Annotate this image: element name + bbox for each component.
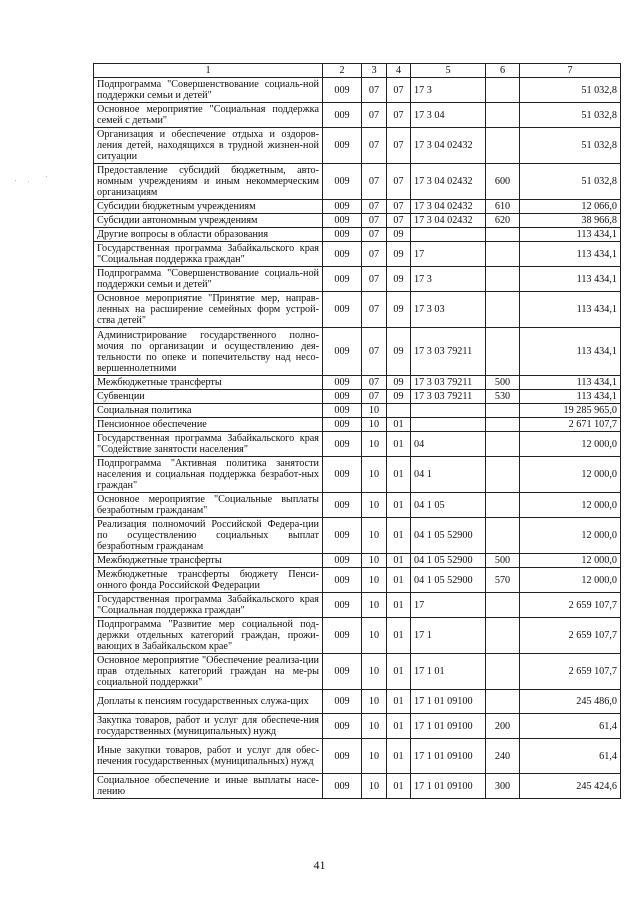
table-row: [94, 418, 621, 432]
cell-rz: 07: [362, 214, 387, 228]
cell-csr: 17 3: [411, 267, 486, 292]
cell-csr: 04 1 05 52900: [411, 554, 486, 568]
cell-vr: [486, 242, 520, 267]
cell-rz: 07: [362, 164, 387, 200]
cell-sum: 61,4: [520, 714, 621, 739]
cell-csr: 17 3 04 02432: [411, 200, 486, 214]
cell-csr: 17 1: [411, 618, 486, 654]
table-row: [94, 714, 621, 739]
cell-vr: 600: [486, 164, 520, 200]
cell-sum: 2 659 107,7: [520, 593, 621, 618]
cell-ved: 009: [323, 228, 362, 242]
budget-table: [93, 63, 621, 799]
cell-csr: 04: [411, 432, 486, 457]
cell-vr: [486, 103, 520, 128]
cell-pr: 01: [387, 568, 411, 593]
cell-sum: 113 434,1: [520, 328, 621, 376]
cell-rz: 07: [362, 390, 387, 404]
cell-ved: 009: [323, 390, 362, 404]
cell-ved: 009: [323, 739, 362, 774]
cell-pr: 07: [387, 78, 411, 103]
cell-vr: 570: [486, 568, 520, 593]
cell-name: Основное мероприятие "Социальные выплаты безработным гражданам": [94, 493, 323, 518]
table-row: [94, 568, 621, 593]
cell-name: Предоставление субсидий бюджетным, авто-номным учреждениям и иным некоммерческим организациям: [94, 164, 323, 200]
scan-speck: [46, 176, 47, 177]
cell-csr: 17 1 01 09100: [411, 739, 486, 774]
cell-pr: 01: [387, 690, 411, 714]
cell-csr: 17 3 04 02432: [411, 214, 486, 228]
cell-csr: 17 3 03: [411, 292, 486, 328]
cell-sum: 12 000,0: [520, 554, 621, 568]
cell-ved: 009: [323, 432, 362, 457]
cell-name: Основное мероприятие "Социальная поддержка семей с детьми": [94, 103, 323, 128]
page-number: 41: [313, 858, 326, 872]
cell-pr: 07: [387, 103, 411, 128]
cell-csr: 17: [411, 593, 486, 618]
table-row: [94, 242, 621, 267]
cell-csr: 17 3 04 02432: [411, 164, 486, 200]
table-row: [94, 228, 621, 242]
cell-rz: 07: [362, 267, 387, 292]
cell-name: Подпрограмма "Развитие мер социальной под-держки отдельных категорий граждан, прожи-вающих в Забайкальском крае": [94, 618, 323, 654]
cell-csr: 17 3 04 02432: [411, 128, 486, 164]
cell-vr: 530: [486, 390, 520, 404]
cell-name: Социальное обеспечение и иные выплаты насе-лению: [94, 774, 323, 799]
table-row: [94, 328, 621, 376]
cell-csr: [411, 418, 486, 432]
table-row: [94, 404, 621, 418]
cell-pr: 09: [387, 292, 411, 328]
cell-sum: 12 000,0: [520, 518, 621, 554]
cell-ved: 009: [323, 128, 362, 164]
cell-sum: 2 659 107,7: [520, 618, 621, 654]
cell-pr: 01: [387, 714, 411, 739]
cell-rz: 10: [362, 593, 387, 618]
cell-pr: 01: [387, 554, 411, 568]
cell-sum: 245 424,6: [520, 774, 621, 799]
cell-csr: 04 1 05 52900: [411, 568, 486, 593]
cell-rz: 10: [362, 568, 387, 593]
cell-ved: 009: [323, 267, 362, 292]
header-col-name: 1: [94, 64, 323, 78]
cell-sum: 113 434,1: [520, 242, 621, 267]
cell-vr: [486, 418, 520, 432]
cell-sum: 38 966,8: [520, 214, 621, 228]
cell-csr: 17 3 03 79211: [411, 328, 486, 376]
cell-vr: [486, 618, 520, 654]
cell-name: Администрирование государственного полно-мочия по организации и осуществлению дея-тельности по опеке и попечительству над несо-вершеннолетними: [94, 328, 323, 376]
cell-vr: 610: [486, 200, 520, 214]
cell-rz: 07: [362, 78, 387, 103]
cell-sum: 2 659 107,7: [520, 654, 621, 690]
table-row: [94, 593, 621, 618]
cell-name: Реализация полномочий Российской Федера-ции по осуществлению социальных выплат безработным гражданам: [94, 518, 323, 554]
cell-name: Межбюджетные трансферты бюджету Пенси-онного фонда Российской Федерации: [94, 568, 323, 593]
cell-ved: 009: [323, 618, 362, 654]
cell-vr: [486, 432, 520, 457]
cell-ved: 009: [323, 376, 362, 390]
header-col-csr: 5: [411, 64, 486, 78]
cell-name: Государственная программа Забайкальского края "Социальная поддержка граждан": [94, 242, 323, 267]
cell-pr: 01: [387, 457, 411, 493]
cell-pr: 01: [387, 493, 411, 518]
cell-csr: 17: [411, 242, 486, 267]
cell-vr: [486, 292, 520, 328]
cell-name: Подпрограмма "Совершенствование социаль-ной поддержки семьи и детей": [94, 267, 323, 292]
cell-pr: 01: [387, 654, 411, 690]
cell-pr: 01: [387, 593, 411, 618]
cell-ved: 009: [323, 164, 362, 200]
cell-csr: 17 3 03 79211: [411, 390, 486, 404]
cell-pr: 01: [387, 774, 411, 799]
cell-rz: 10: [362, 493, 387, 518]
cell-rz: 10: [362, 739, 387, 774]
cell-pr: 01: [387, 432, 411, 457]
header-col-vr: 6: [486, 64, 520, 78]
header-col-rz: 3: [362, 64, 387, 78]
cell-pr: [387, 404, 411, 418]
scan-speck: [15, 180, 16, 181]
cell-pr: 07: [387, 214, 411, 228]
cell-vr: [486, 228, 520, 242]
cell-sum: 113 434,1: [520, 267, 621, 292]
table-row: [94, 164, 621, 200]
cell-vr: [486, 493, 520, 518]
cell-ved: 009: [323, 593, 362, 618]
cell-pr: 01: [387, 618, 411, 654]
table-row: [94, 618, 621, 654]
cell-name: Основное мероприятие "Принятие мер, направ-ленных на расширение семейных форм устрой-ства детей": [94, 292, 323, 328]
cell-sum: 12 000,0: [520, 432, 621, 457]
cell-rz: 07: [362, 228, 387, 242]
cell-name: Субсидии бюджетным учреждениям: [94, 200, 323, 214]
cell-vr: [486, 267, 520, 292]
cell-name: Государственная программа Забайкальского края "Содействие занятости населения": [94, 432, 323, 457]
cell-vr: [486, 654, 520, 690]
cell-ved: 009: [323, 654, 362, 690]
cell-sum: 12 066,0: [520, 200, 621, 214]
table-row: [94, 518, 621, 554]
cell-sum: 19 285 965,0: [520, 404, 621, 418]
cell-csr: 04 1: [411, 457, 486, 493]
cell-name: Субвенции: [94, 390, 323, 404]
cell-ved: 009: [323, 690, 362, 714]
cell-name: Подпрограмма "Активная политика занятости населения и социальная поддержка безработ-ных граждан": [94, 457, 323, 493]
cell-pr: 01: [387, 518, 411, 554]
cell-sum: 113 434,1: [520, 390, 621, 404]
cell-ved: 009: [323, 568, 362, 593]
table-row: [94, 214, 621, 228]
table-row: [94, 103, 621, 128]
cell-vr: [486, 457, 520, 493]
cell-ved: 009: [323, 242, 362, 267]
cell-ved: 009: [323, 714, 362, 739]
cell-name: Другие вопросы в области образования: [94, 228, 323, 242]
table-row: [94, 739, 621, 774]
cell-name: Подпрограмма "Совершенствование социаль-ной поддержки семьи и детей": [94, 78, 323, 103]
cell-sum: 12 000,0: [520, 493, 621, 518]
cell-ved: 009: [323, 78, 362, 103]
cell-pr: 09: [387, 376, 411, 390]
cell-rz: 07: [362, 103, 387, 128]
cell-sum: 12 000,0: [520, 457, 621, 493]
cell-name: Организация и обеспечение отдыха и оздоров-ления детей, находящихся в трудной жизнен-ной ситуации: [94, 128, 323, 164]
table-row: [94, 376, 621, 390]
cell-ved: 009: [323, 418, 362, 432]
cell-rz: 10: [362, 690, 387, 714]
cell-ved: 009: [323, 404, 362, 418]
cell-rz: 10: [362, 404, 387, 418]
table-row: [94, 432, 621, 457]
cell-csr: [411, 404, 486, 418]
header-col-pr: 4: [387, 64, 411, 78]
header-row: [94, 64, 621, 78]
header-col-ved: 2: [323, 64, 362, 78]
cell-csr: 17 3 03 79211: [411, 376, 486, 390]
cell-sum: 245 486,0: [520, 690, 621, 714]
cell-vr: [486, 128, 520, 164]
cell-name: Субсидии автономным учреждениям: [94, 214, 323, 228]
cell-name: Социальная политика: [94, 404, 323, 418]
cell-rz: 10: [362, 654, 387, 690]
cell-rz: 10: [362, 774, 387, 799]
cell-csr: 17 1 01 09100: [411, 690, 486, 714]
cell-vr: 300: [486, 774, 520, 799]
table-row: [94, 690, 621, 714]
table-row: [94, 292, 621, 328]
cell-rz: 07: [362, 242, 387, 267]
cell-rz: 10: [362, 418, 387, 432]
cell-name: Закупка товаров, работ и услуг для обеспече-ния государственных (муниципальных) нужд: [94, 714, 323, 739]
cell-pr: 09: [387, 242, 411, 267]
cell-ved: 009: [323, 554, 362, 568]
table-row: [94, 267, 621, 292]
cell-vr: 240: [486, 739, 520, 774]
cell-pr: 09: [387, 267, 411, 292]
table-row: [94, 200, 621, 214]
cell-csr: 17 3: [411, 78, 486, 103]
table-row: [94, 774, 621, 799]
cell-rz: 07: [362, 376, 387, 390]
cell-sum: 51 032,8: [520, 164, 621, 200]
cell-sum: 61,4: [520, 739, 621, 774]
cell-name: Государственная программа Забайкальского края "Социальная поддержка граждан": [94, 593, 323, 618]
cell-ved: 009: [323, 328, 362, 376]
cell-pr: 09: [387, 390, 411, 404]
table-row: [94, 457, 621, 493]
cell-rz: 10: [362, 714, 387, 739]
cell-vr: 200: [486, 714, 520, 739]
cell-name: Межбюджетные трансферты: [94, 376, 323, 390]
cell-rz: 10: [362, 457, 387, 493]
cell-rz: 07: [362, 128, 387, 164]
cell-sum: 113 434,1: [520, 228, 621, 242]
cell-ved: 009: [323, 214, 362, 228]
cell-pr: 07: [387, 164, 411, 200]
cell-csr: [411, 228, 486, 242]
cell-csr: 17 1 01: [411, 654, 486, 690]
cell-vr: [486, 328, 520, 376]
header-col-sum: 7: [520, 64, 621, 78]
cell-sum: 12 000,0: [520, 568, 621, 593]
cell-csr: 17 3 04: [411, 103, 486, 128]
cell-name: Доплаты к пенсиям государственных служа-щих: [94, 690, 323, 714]
cell-csr: 04 1 05 52900: [411, 518, 486, 554]
table-body: [94, 78, 621, 799]
cell-ved: 009: [323, 774, 362, 799]
cell-name: Межбюджетные трансферты: [94, 554, 323, 568]
cell-sum: 51 032,8: [520, 128, 621, 164]
table-row: [94, 493, 621, 518]
table-row: [94, 78, 621, 103]
cell-sum: 113 434,1: [520, 292, 621, 328]
cell-vr: [486, 518, 520, 554]
cell-vr: [486, 78, 520, 103]
cell-ved: 009: [323, 457, 362, 493]
cell-rz: 10: [362, 518, 387, 554]
cell-pr: 07: [387, 128, 411, 164]
cell-rz: 07: [362, 200, 387, 214]
cell-pr: 07: [387, 200, 411, 214]
table-row: [94, 390, 621, 404]
cell-ved: 009: [323, 103, 362, 128]
cell-csr: 17 1 01 09100: [411, 714, 486, 739]
table-row: [94, 654, 621, 690]
table-row: [94, 128, 621, 164]
cell-rz: 10: [362, 432, 387, 457]
cell-vr: [486, 690, 520, 714]
cell-name: Пенсионное обеспечение: [94, 418, 323, 432]
cell-pr: 01: [387, 739, 411, 774]
cell-rz: 07: [362, 328, 387, 376]
scan-speck: [28, 181, 29, 182]
table-row: [94, 554, 621, 568]
cell-vr: 620: [486, 214, 520, 228]
cell-name: Основное мероприятие "Обеспечение реализа-ции прав отдельных категорий граждан на ме-ры социальной поддержки": [94, 654, 323, 690]
cell-vr: [486, 593, 520, 618]
cell-ved: 009: [323, 493, 362, 518]
cell-sum: 113 434,1: [520, 376, 621, 390]
cell-vr: 500: [486, 376, 520, 390]
cell-csr: 17 1 01 09100: [411, 774, 486, 799]
cell-pr: 09: [387, 328, 411, 376]
cell-pr: 01: [387, 418, 411, 432]
cell-ved: 009: [323, 200, 362, 214]
cell-sum: 2 671 107,7: [520, 418, 621, 432]
cell-rz: 10: [362, 554, 387, 568]
cell-csr: 04 1 05: [411, 493, 486, 518]
cell-rz: 07: [362, 292, 387, 328]
cell-vr: 500: [486, 554, 520, 568]
cell-ved: 009: [323, 292, 362, 328]
cell-sum: 51 032,8: [520, 103, 621, 128]
cell-sum: 51 032,8: [520, 78, 621, 103]
cell-name: Иные закупки товаров, работ и услуг для обес-печения государственных (муниципальных) нужд: [94, 739, 323, 774]
cell-pr: 09: [387, 228, 411, 242]
cell-ved: 009: [323, 518, 362, 554]
cell-vr: [486, 404, 520, 418]
cell-rz: 10: [362, 618, 387, 654]
